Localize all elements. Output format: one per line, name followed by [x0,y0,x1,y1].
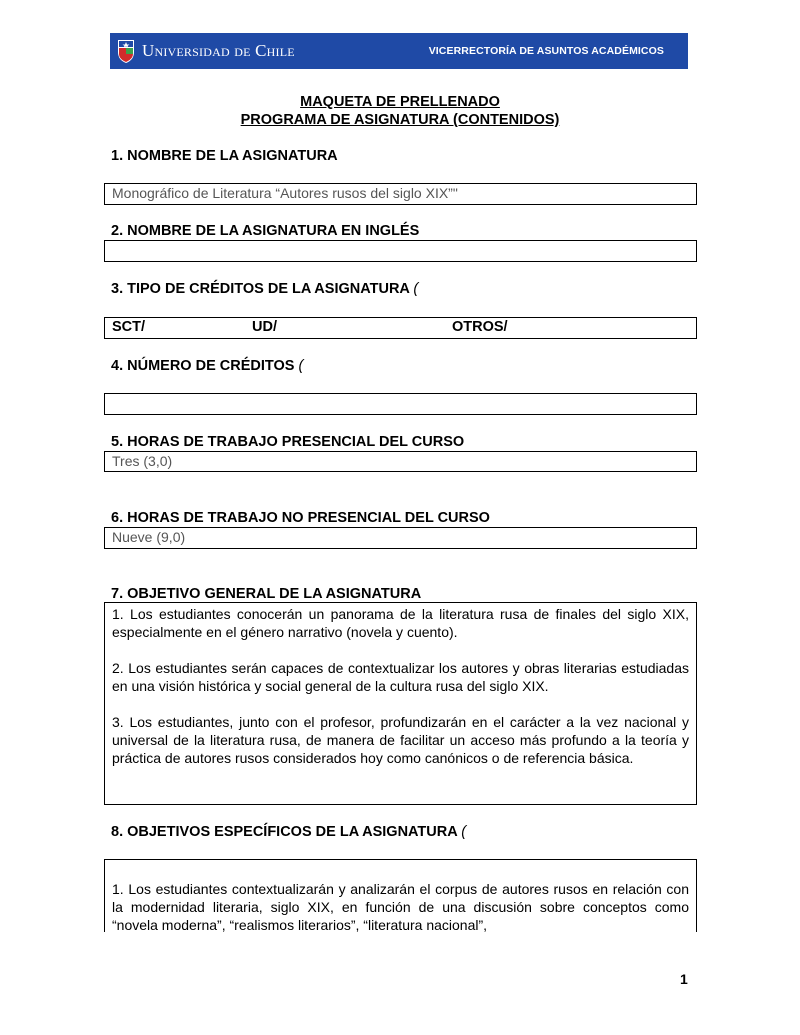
section-7-heading: 7. OBJETIVO GENERAL DE LA ASIGNATURA [111,586,422,602]
section-6-field[interactable] [104,527,697,549]
section-3-paren: ( [413,281,419,297]
section-3-heading [111,281,418,297]
section-7-paragraph-3: 3. Los estudiantes, junto con el profesor, profundizarán en el carácter a la vez nacional y universal de la literatura rusa, de manera de facilitar un acceso más profundo a la teoría y práctica de autores rusos considerados hoy como canónicos o de referencia básica. [112,714,689,766]
credit-sct[interactable]: SCT/ [112,319,146,335]
section-8-heading-text: 8. OBJETIVOS ESPECÍFICOS DE LA ASIGNATURA [111,824,458,840]
university-crest-icon [116,38,136,64]
section-6-value: Nueve (9,0) [112,529,186,545]
section-3-heading-text: 3. TIPO DE CRÉDITOS DE LA ASIGNATURA [111,281,410,297]
section-8-paren: ( [461,824,467,840]
document-title: MAQUETA DE PRELLENADO [300,94,500,110]
section-2-heading: 2. NOMBRE DE LA ASIGNATURA EN INGLÉS [111,223,420,239]
section-2-field[interactable] [104,240,697,262]
credit-ud[interactable]: UD/ [252,319,277,335]
section-4-field[interactable] [104,393,697,415]
section-5-field[interactable] [104,451,697,472]
section-2-value [105,241,696,242]
section-1-value: Monográfico de Literatura “Autores rusos del siglo XIX”" [112,185,458,201]
section-1-field[interactable] [104,183,697,205]
page-number: 1 [680,971,688,987]
section-3-credit-types [104,317,697,339]
credit-types-row [105,318,696,338]
section-7-paragraph-2: 2. Los estudiantes serán capaces de contextualizar los autores y obras literarias estudiadas en una visión histórica y social general de la cultura rusa del siglo XIX. [112,660,689,694]
section-8-heading [111,824,466,840]
section-5-heading: 5. HORAS DE TRABAJO PRESENCIAL DEL CURSO [111,434,465,450]
section-4-heading [111,358,303,374]
section-7-paragraph-1: 1. Los estudiantes conocerán un panorama de la literatura rusa de finales del siglo XIX, especialmente en el género narrativo (novela y cuento). [112,606,689,640]
section-8-field[interactable] [104,859,697,932]
credit-otros[interactable]: OTROS/ [452,319,508,335]
section-8-paragraph-1: 1. Los estudiantes contextualizarán y analizarán el corpus de autores rusos en relación con la modernidad literaria, siglo XIX, en función de una discusión sobre conceptos como “novela moderna”, “realismos literarios”, “literatura nacional”, [112,881,689,932]
section-6-heading: 6. HORAS DE TRABAJO NO PRESENCIAL DEL CURSO [111,510,490,526]
banner-left [116,38,295,64]
section-4-heading-text: 4. NÚMERO DE CRÉDITOS [111,358,295,374]
section-1-heading: 1. NOMBRE DE LA ASIGNATURA [111,148,338,164]
header-banner [110,33,688,69]
university-name: Universidad de Chile [142,41,295,60]
section-5-value: Tres (3,0) [112,453,173,469]
section-4-value [105,394,696,395]
section-4-paren: ( [298,358,304,374]
vicerrectoria-label: VICERRECTORÍA DE ASUNTOS ACADÉMICOS [428,45,664,57]
section-7-field[interactable] [104,602,697,805]
document-subtitle: PROGRAMA DE ASIGNATURA (CONTENIDOS) [240,112,560,128]
